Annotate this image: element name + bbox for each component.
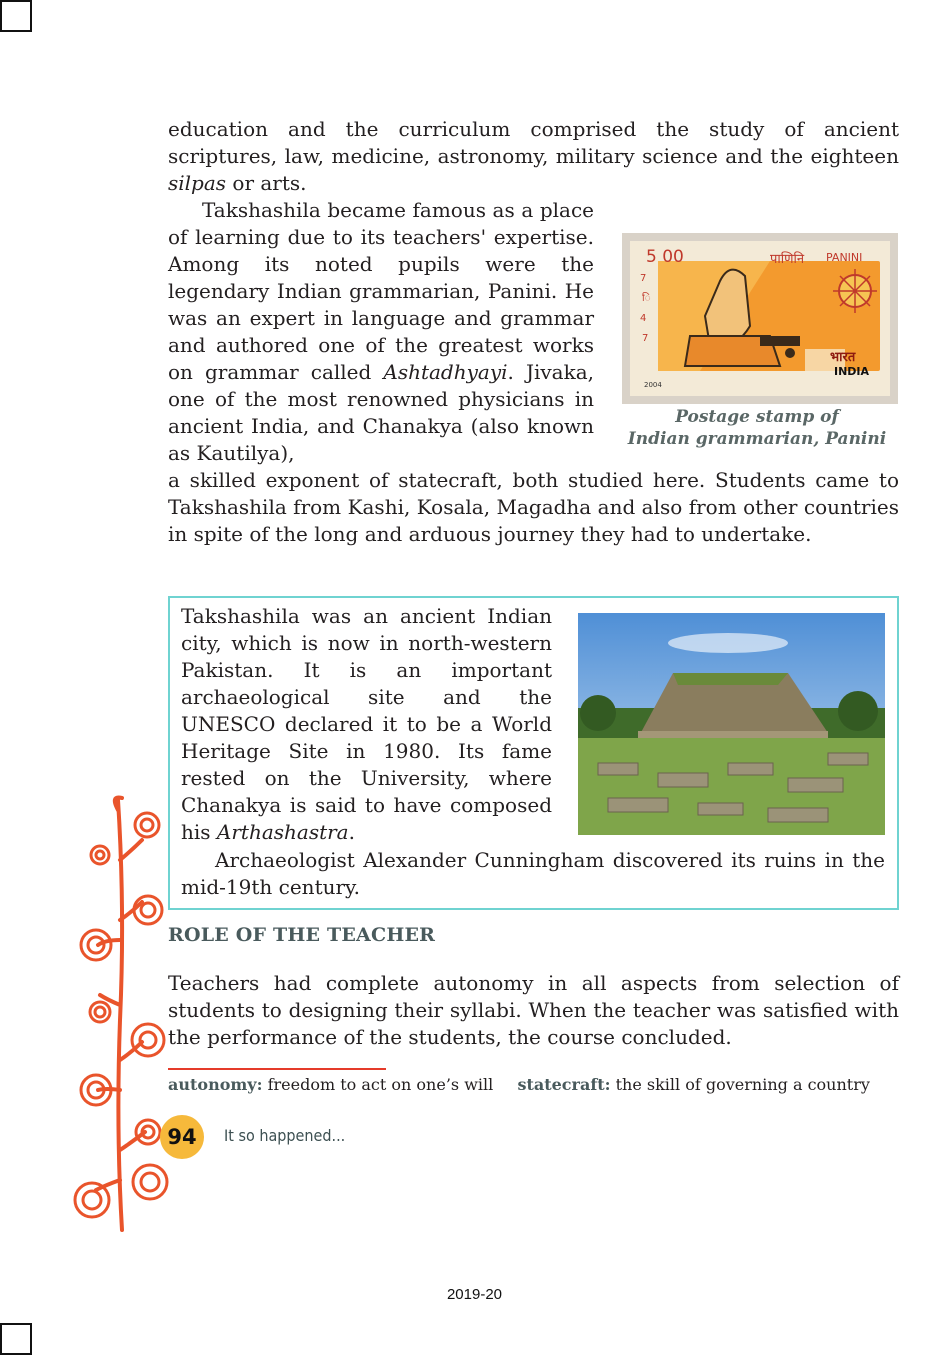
glossary-term: autonomy: [168,1075,263,1094]
paragraph-italic: silpas [168,171,227,195]
stamp-name: PANINI [826,251,863,264]
paragraph-teachers: Teachers had complete autonomy in all aspects from selection of students to designing their syllabi. When the teacher was satisfied with the performance of the students, the course concluded. [168,971,899,1049]
paragraph-italic: Ashtadhyayi [383,360,508,384]
glossary [168,1074,870,1096]
svg-text:ि: ि [642,293,651,304]
panini-stamp-image [622,233,898,404]
paragraph-students: a skilled exponent of statecraft, both studied here. Students came to Takshashila from Kashi, Kosala, Magadha and also from other countries in spite of the long and arduous journey they had to undertake. [168,468,899,546]
info-box-text [181,603,552,846]
glossary-divider [168,1068,386,1070]
page-number-badge: 94 [160,1115,204,1159]
info-box-italic: Arthashastra [216,820,349,844]
stamp-value: 5 00 [646,247,684,267]
ruins-photo-artwork [578,613,885,835]
takshashila-ruins-photo [578,613,885,835]
glossary-definition: the skill of governing a country [610,1075,870,1094]
crop-mark-top [0,0,32,32]
info-box-text-end: . [348,820,355,844]
stamp-caption-line: Postage stamp of [675,407,839,427]
paragraph-text: education and the curriculum comprised the study of ancient scriptures, law, medicine, astronomy, military science and the eighteen [168,117,899,168]
paragraph-takshashila [168,197,594,467]
paragraph-text: Takshashila became famous as a place of learning due to its teachers' expertise. Among its noted pupils were the legendary Indian grammarian, Panini. He was an expert in language and grammar and authored one of the greatest works on grammar called [168,198,594,384]
decorative-spiral-vine [70,790,175,1240]
stamp-year: 2004 [644,381,662,389]
glossary-term: statecraft: [517,1075,611,1094]
book-title: It so happened... [224,1126,346,1145]
stamp-country: INDIA [834,365,870,378]
stamp-country-hindi: भारत [830,350,856,365]
crop-mark-bottom [0,1323,32,1355]
stamp-name-hindi: पाणिनि [770,252,805,267]
section-heading: ROLE OF THE TEACHER [168,924,436,946]
edition-year: 2019-20 [446,1286,503,1303]
stamp-caption-line: Indian grammarian, Panini [627,429,887,449]
svg-text:7: 7 [642,333,649,344]
paragraph-text-end: or arts. [226,171,307,195]
svg-text:7: 7 [640,273,647,284]
info-box-text-main: Takshashila was an ancient Indian city, which is now in north-western Pakistan. It is an important archaeological site and the UNESCO declared it to be a World Heritage Site in 1980. Its fame rested on the University, where Chanakya is said to have composed his [181,604,552,844]
paragraph-education [168,116,899,197]
stamp-caption [612,406,902,450]
glossary-definition: freedom to act on one’s will [262,1075,494,1094]
info-box-cunningham: Archaeologist Alexander Cunningham discovered its ruins in the mid-19th century. [181,848,885,899]
svg-text:4: 4 [640,313,647,324]
paragraph-text-end: . Jivaka, one of the most renowned physicians in ancient India, and Chanakya (also known as Kautilya), [168,360,594,465]
